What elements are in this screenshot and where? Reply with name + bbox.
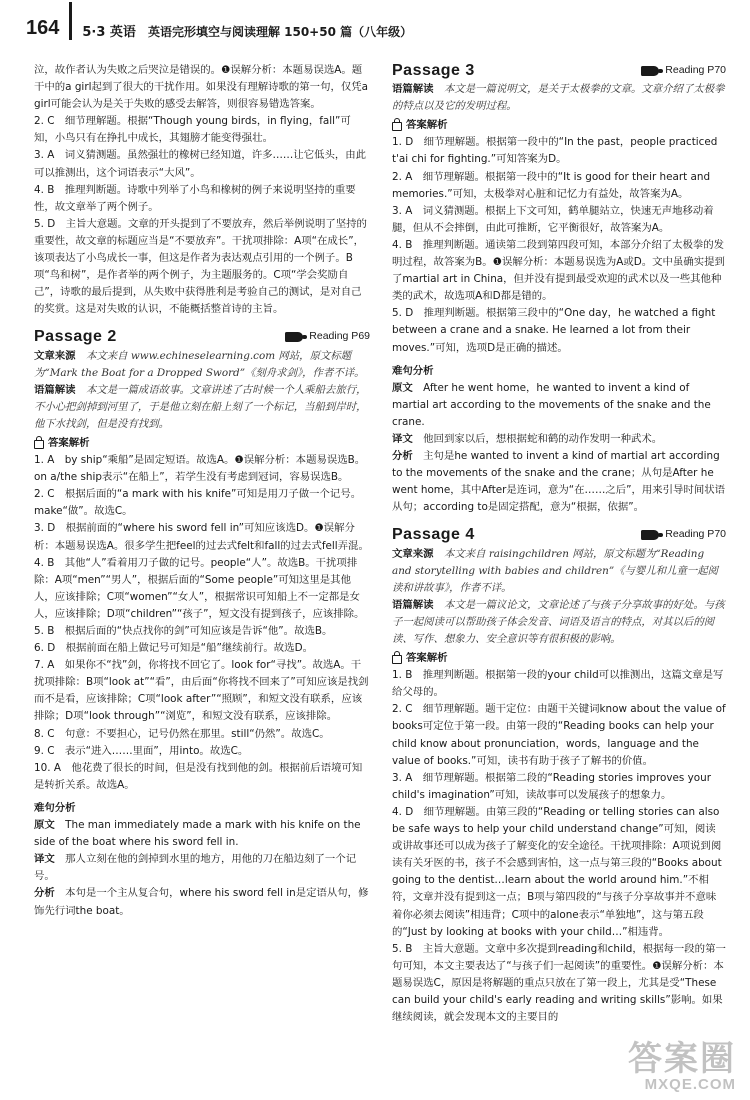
series-logo: 5·3 英语: [82, 25, 136, 40]
source-text: 本文来自 www.echineselearning.com 网站，原文标题为“Mark the Boat for a Dropped Sword”《刻舟求剑》，作者不详。: [34, 349, 365, 379]
answer-item: 7. A 如果你不“找”剑，你将找不回它了。look for“寻找”。故选A。干扰项排除：B项“look at”“看”，由后面“你将找不回来了”可知应该是找剑而不是看，应该排除；C项“look after”“照顾”，和短文没有联系，应该排除；D项“look through”“浏览”，和短文没有联系，应该排除。: [34, 659, 369, 723]
reading-reference: [285, 328, 370, 345]
original-label: 原文: [34, 819, 55, 832]
answer-item: 1. A by ship“乘船”是固定短语。故选A。❶误解分析：本题易误选B。on a/the ship表示“在船上”，若学生没有考虑到冠词，容易误选B。: [34, 454, 366, 484]
analysis: [34, 885, 370, 919]
answer-item: 4. B 推理判断题。通读第二段到第四段可知，本部分介绍了太极拳的发明过程，故答案为B。❶误解分析：本题易误选为A或D。文中虽确实提到了martial art in China，但并没有提到最受欢迎的武术以及一些其他种类的武术，故选项A和D都是错的。: [392, 238, 725, 303]
interpretation-text: 本文是一篇成语故事。文章讲述了古时候一个人乘船去旅行，不小心把剑掉到河里了，于是他立刻在船上刻了一个标记，当船到岸时，他下水找剑，但是没有找到。: [34, 383, 367, 430]
interpretation-text: 本文是一篇说明文，是关于太极拳的文章。文章介绍了太极拳的特点以及它的发明过程。: [392, 83, 725, 113]
interpretation-text: 本文是一篇议论文，文章论述了与孩子分享故事的好处。与孩子一起阅读可以帮助孩子体会发音、词语及语言的特点，对其以后的阅读、写作、想象力、安全意识等有很积极的影响。: [392, 598, 725, 645]
answer-item: 10. A 他花费了很长的时间，但是没有找到他的剑。根据前后语境可知是转折关系。故选A。: [34, 761, 363, 791]
hard-sentence-heading: 难句分析: [392, 364, 434, 377]
answer-item: 3. A 词义猜测题。根据上下文可知，鹤单腿站立，快速无声地移动着腿，但从不会摔倒，由此可推断，它平衡很好，故答案为A。: [392, 204, 714, 234]
answer-item: 1. D 细节理解题。根据第一段中的“In the past，people practiced t'ai chi for fighting.”可知答案为D。: [392, 136, 718, 166]
page-header: [0, 0, 750, 46]
source-text: 本文来自 raisingchildren 网站，原文标题为“Reading and storytelling with babies and children”《与婴儿和儿童一起阅读和讲故事》，作者不详。: [392, 547, 719, 594]
answer-item: 2. A 细节理解题。根据第一段中的“It is good for their heart and memories.”可知，太极拳对心脏和记忆力有益处，故答案为A。: [392, 170, 711, 200]
original-text: After he went home，he wanted to invent a kind of martial art according to the movements of the snake and the crane.: [392, 381, 711, 428]
answer-item: 4. D 细节理解题。由第三段的“Reading or telling stories can also be safe ways to help your child understand change”可知，阅读或讲故事还可以成为孩子了解变化的安全途径。干扰项排除：A项说到阅读有关牙医的书，孩子不会感到害怕，这一点与第三段的“Books about going to the dentist…learn about the world around him.”不相符，文章并没有提到这一点；B项与第四段的“与孩子分享故事并不意味着你必须去阅读”相违背；C项中的alone表示“单独地”，这与第五段的“Just by looking at books with your child…”相违背。: [392, 805, 722, 938]
continued-text: 泣，故作者认为失败之后哭泣是错误的。❶误解分析：本题易误选A。题干中的a girl起到了很大的干扰作用。如果没有理解诗歌的第一句，仅凭a girl可能会认为是关于失败的感受去解答，则很容易错选答案。: [34, 64, 369, 111]
analysis-label: 分析: [34, 887, 55, 900]
passage-title: Passage 2: [34, 328, 117, 346]
original-sentence: [34, 817, 370, 851]
pointing-hand-icon: [641, 530, 659, 540]
answer-item: 5. B 根据后面的“快点找你的剑”可知应该是告诉“他”。故选B。: [34, 625, 333, 637]
source-label: 文章来源: [34, 349, 76, 362]
answer-item: 2. C 细节理解题。题干定位：由题干关键词know about the value of books可定位于第一段。由第一段的“Reading books can help your child know about pronunciation，words，language and the value of books.”可知，读书有助于孩子了解书的价值。: [392, 703, 726, 767]
reading-reference: [641, 526, 726, 543]
watermark-logo-text: 答案圈: [628, 1040, 736, 1078]
source-label: 文章来源: [392, 547, 434, 560]
right-column: [392, 62, 726, 1026]
analysis-text: 主句是he wanted to invent a kind of martial art according to the movements of the snake and the crane；从句是After he went home，其中After是连词，意为“在……之后”，用来引导时间状语从句；according to是固定搭配，意为“根据，依据”。: [392, 450, 726, 514]
analysis-label: 分析: [392, 450, 413, 463]
analysis: [392, 448, 726, 516]
lock-icon: [392, 122, 402, 131]
answer-item: 5. D 主旨大意题。文章的开头提到了不要放弃，然后举例说明了坚持的重要性，故文章的标题应当是“不要放弃”。干扰项排除：A项“在成长”，该项表达了小鸟成长一事，但这是作者为表达观点引用的一个例子。B项“鸟和树”，是作者举的两个例子，为主题服务的。C项“学会奖励自己”，诗歌的最后提到，从失败中获得胜利是考验自己的测试，是对自己的奖赏。这是对失败的认识，不能概括整首诗的主旨。: [34, 217, 367, 316]
answer-item: 3. D 根据前面的“where his sword fell in”可知应该选D。❶误解分析：本题易误选A。很多学生把feel的过去式felt和fall的过去式fell弄混。: [34, 522, 369, 552]
answer-item: 5. B 主旨大意题。文章中多次提到reading和child，根据每一段的第一句可知，本文主要表达了“与孩子们一起阅读”的重要性。❶误解分析：本题易误选C，原因是将解题的重点只放在了第一段上，尤其是受“These can build your child's early reading and writing skills”影响。如果继续阅读，就会发现本文的主要目的: [392, 942, 726, 1024]
source-paragraph: [34, 348, 370, 382]
site-watermark: [586, 1042, 736, 1094]
lock-icon: [392, 655, 402, 664]
interpretation-label: 语篇解读: [392, 83, 434, 96]
answer-item: 6. D 根据前面在船上做记号可知是“船”继续前行。故选D。: [34, 642, 313, 655]
answer-item: 4. B 推理判断题。诗歌中列举了小鸟和橡树的例子来说明坚持的重要性，故文章举了两个例子。: [34, 183, 356, 213]
answer-item: 9. C 表示“进入……里面”，用into。故选C。: [34, 744, 249, 757]
answers-heading: [392, 117, 726, 134]
answers-heading: [34, 435, 370, 452]
interpretation-paragraph: [34, 382, 370, 433]
passage-title: Passage 4: [392, 526, 475, 544]
book-title: 英语完形填空与阅读理解 150+50 篇（八年级）: [147, 25, 413, 39]
translation-label: 译文: [392, 432, 413, 445]
passage-4-header: [392, 526, 726, 543]
translation-text: 那人立刻在他的剑掉到水里的地方，用他的刀在船边刻了一个记号。: [34, 853, 357, 883]
passage-2-header: [34, 328, 370, 345]
reading-reference: [641, 62, 726, 79]
answer-item: 5. D 推理判断题。根据第三段中的“One day，he watched a fight between a crane and a snake. He learned a lot from their moves.”可知，选项D是正确的描述。: [392, 307, 716, 354]
page-number: 164: [26, 17, 60, 39]
answers-heading-text: 答案解析: [406, 652, 448, 665]
answer-item: 4. B 其他“人”看着用刀子做的记号。people“人”。故选B。干扰项排除：A项“men”“男人”，根据后面的“Some people”可知这里是其他人，应该排除；C项“women”“女人”，根据常识可知船上不一定都是女人，应该排除；D项“children”“孩子”，短文没有提到孩子，应该排除。: [34, 556, 365, 620]
left-column: [34, 62, 370, 920]
interpretation-label: 语篇解读: [34, 383, 76, 396]
translation-label: 译文: [34, 853, 55, 866]
translation: [392, 431, 726, 448]
answer-item: 8. C 句意：不要担心，记号仍然在那里。still“仍然”。故选C。: [34, 727, 330, 740]
passage-3-header: [392, 62, 726, 79]
reading-page: Reading P70: [665, 64, 726, 76]
reading-page: Reading P70: [665, 528, 726, 541]
passage-title: Passage 3: [392, 62, 475, 79]
answer-item: 1. B 推理判断题。根据第一段的your child可以推测出，这篇文章是写给父母的。: [392, 669, 724, 699]
translation-text: 他回到家以后，想根据蛇和鹤的动作发明一种武术。: [423, 432, 663, 445]
interpretation-paragraph: [392, 81, 726, 115]
answers-heading-text: 答案解析: [48, 436, 90, 449]
answer-item: 2. C 根据后面的“a mark with his knife”可知是用刀子做一个记号。make“做”。故选C。: [34, 488, 362, 518]
answers-heading-text: 答案解析: [406, 119, 448, 132]
answers-heading: [392, 650, 726, 667]
original-text: The man immediately made a mark with his knife on the side of the boat where his sword fell in.: [34, 819, 361, 849]
answer-item: 2. C 细节理解题。根据“Though young birds，in flying，fall”可知，小鸟只有在挣扎中成长，其翅膀才能变得强壮。: [34, 115, 351, 145]
hard-sentence-heading: 难句分析: [34, 801, 76, 814]
watermark-url: MXQE.COM: [644, 1076, 736, 1093]
pointing-hand-icon: [285, 332, 303, 342]
translation: [34, 851, 370, 885]
reading-page: Reading P69: [309, 330, 370, 343]
interpretation-paragraph: [392, 597, 726, 648]
source-paragraph: [392, 546, 726, 597]
answer-item: 3. A 细节理解题。根据第二段的“Reading stories improves your child's imagination”可知，读故事可以发展孩子的想象力。: [392, 771, 712, 801]
original-sentence: [392, 380, 726, 431]
analysis-text: 本句是一个主从复合句，where his sword fell in是定语从句，修饰先行词the boat。: [34, 887, 369, 917]
header-divider: [69, 2, 72, 40]
lock-icon: [34, 440, 44, 449]
interpretation-label: 语篇解读: [392, 598, 434, 611]
original-label: 原文: [392, 381, 413, 394]
answer-item: 3. A 词义猜测题。虽然强壮的橡树已经知道，许多……让它低头，由此可以推测出，这个词语表示“大风”。: [34, 149, 367, 179]
pointing-hand-icon: [641, 66, 659, 76]
